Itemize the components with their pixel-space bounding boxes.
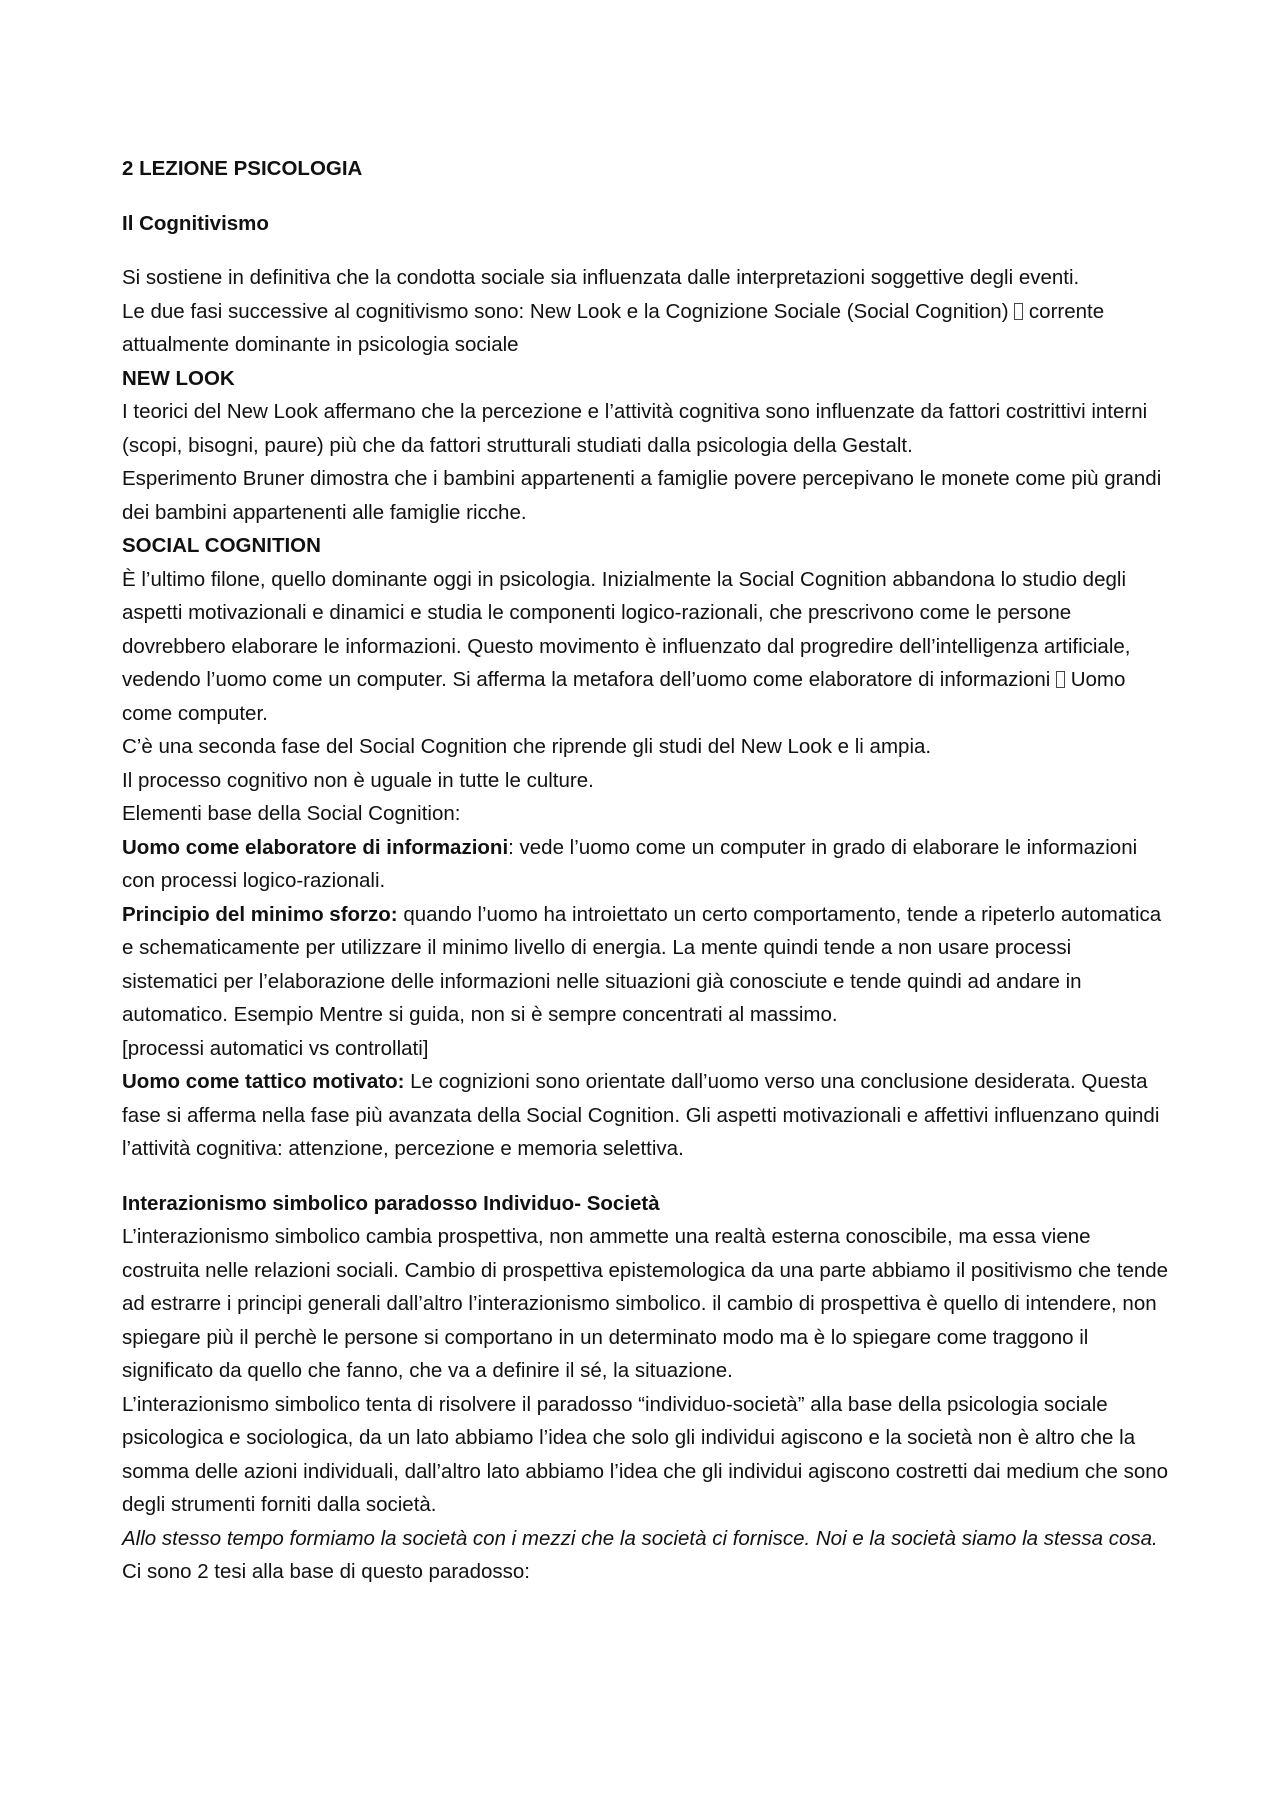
paragraph-cognitivismo-1: Si sostiene in definitiva che la condotta sociale sia influenzata dalle interpretazioni soggettive degli eventi. [122, 266, 1080, 289]
paragraph-social-cognition-1 [122, 563, 1172, 731]
element-minimo-sforzo [122, 898, 1172, 1032]
note-processi: [processi automatici vs controllati] [122, 1036, 429, 1060]
text-italic-societa: Allo stesso tempo formiamo la società con i mezzi che la società ci fornisce. Noi e la società siamo la stessa cosa. [122, 1526, 1158, 1550]
paragraph-social-cognition-2: C’è una seconda fase del Social Cognition che riprende gli studi del New Look e li ampia. [122, 735, 932, 758]
element-text: : vede l’uomo come un computer in grado di elaborare le informazioni con processi logico-razionali. [122, 835, 1138, 892]
paragraph-new-look-2: Esperimento Bruner dimostra che i bambini appartenenti a famiglie povere percepivano le monete come più grandi dei bambini appartenenti alle famiglie ricche. [122, 467, 1162, 524]
arrow-icon [1056, 671, 1065, 688]
text-ultimo-filone: È l’ultimo filone, quello dominante oggi in psicologia. Inizialmente la Social Cognition abbandona lo studio degli aspetti motivazionali e dinamici e studia le componenti logico-razionali, che prescrivono come le persone dovrebbero elaborare le informazioni. Questo movimento è influenzato dal progredire dell’intelligenza artificiale, vedendo l’uomo come un computer. Si afferma la metafora dell’uomo come elaboratore di informazioni [122, 567, 1131, 691]
paragraph-new-look-1: I teorici del New Look affermano che la percezione e l’attività cognitiva sono influenzate da fattori costrittivi interni (scopi, bisogni, paure) più che da fattori strutturali studiati dalla psicologia della Gestalt. [122, 400, 1148, 457]
element-text: Le cognizioni sono orientate dall’uomo verso una conclusione desiderata. Questa fase si afferma nella fase più avanzata della Social Cognition. Gli aspetti motivazionali e affettivi influenzano quindi l’attività cognitiva: attenzione, percezione e memoria selettiva. [122, 1070, 1160, 1160]
paragraph-social-cognition-3: Il processo cognitivo non è uguale in tutte le culture. [122, 768, 594, 792]
text-corrente: corrente attualmente dominante in psicologia sociale [122, 299, 1105, 356]
text-uomo-computer: Uomo come computer. [122, 668, 1126, 725]
section-heading-social-cognition: SOCIAL COGNITION [122, 534, 321, 557]
paragraph-interazionismo-1: L’interazionismo simbolico cambia prospettiva, non ammette una realtà esterna conoscibile, ma essa viene costruita nelle relazioni sociali. Cambio di prospettiva epistemologica da una parte abbiamo il positivismo che tende ad estrarre i principi generali dall’altro l’interazionismo simbolico. il cambio di prospettiva è quello di intendere, non spiegare più il perchè le persone si comportano in un determinato modo ma è lo spiegare come traggono il significato da quello che fanno, che va a definire il sé, la situazione. [122, 1225, 1169, 1382]
text-tesi: Ci sono 2 tesi alla base di questo paradosso: [122, 1560, 530, 1583]
arrow-icon [1014, 303, 1023, 320]
section-heading-new-look: NEW LOOK [122, 366, 235, 390]
document-page [122, 152, 1172, 1589]
element-tattico-motivato [122, 1065, 1172, 1166]
section-heading-cognitivismo: Il Cognitivismo [122, 211, 269, 235]
paragraph-interazionismo-3 [122, 1522, 1172, 1589]
element-term: Uomo come tattico motivato: [122, 1070, 405, 1093]
paragraph-social-cognition-4: Elementi base della Social Cognition: [122, 802, 461, 825]
text-fasi: Le due fasi successive al cognitivismo sono: New Look e la Cognizione Sociale (Social Cognition) [122, 299, 1015, 323]
paragraph-interazionismo-2: L’interazionismo simbolico tenta di risolvere il paradosso “individuo-società” alla base della psicologia sociale psicologica e sociologica, da un lato abbiamo l’idea che solo gli individui agiscono e la società non è altro che la somma delle azioni individuali, dall’altro lato abbiamo l’idea che gli individui agiscono costretti dai medium che sono degli strumenti forniti dalla società. [122, 1392, 1169, 1516]
document-title: 2 LEZIONE PSICOLOGIA [122, 157, 363, 180]
element-term: Uomo come elaboratore di informazioni [122, 835, 509, 859]
element-elaboratore [122, 831, 1172, 898]
section-heading-interazionismo: Interazionismo simbolico paradosso Individuo- Società [122, 1191, 660, 1215]
element-text: quando l’uomo ha introiettato un certo comportamento, tende a ripeterlo automatica e schematicamente per utilizzare il minimo livello di energia. La mente quindi tende a non usare processi sistematici per l’elaborazione delle informazioni nelle situazioni già conosciute e tende quindi ad andare in automatico. Esempio Mentre si guida, non si è sempre concentrati al massimo. [122, 902, 1162, 1026]
element-term: Principio del minimo sforzo: [122, 902, 398, 926]
paragraph-cognitivismo-2 [122, 295, 1172, 362]
